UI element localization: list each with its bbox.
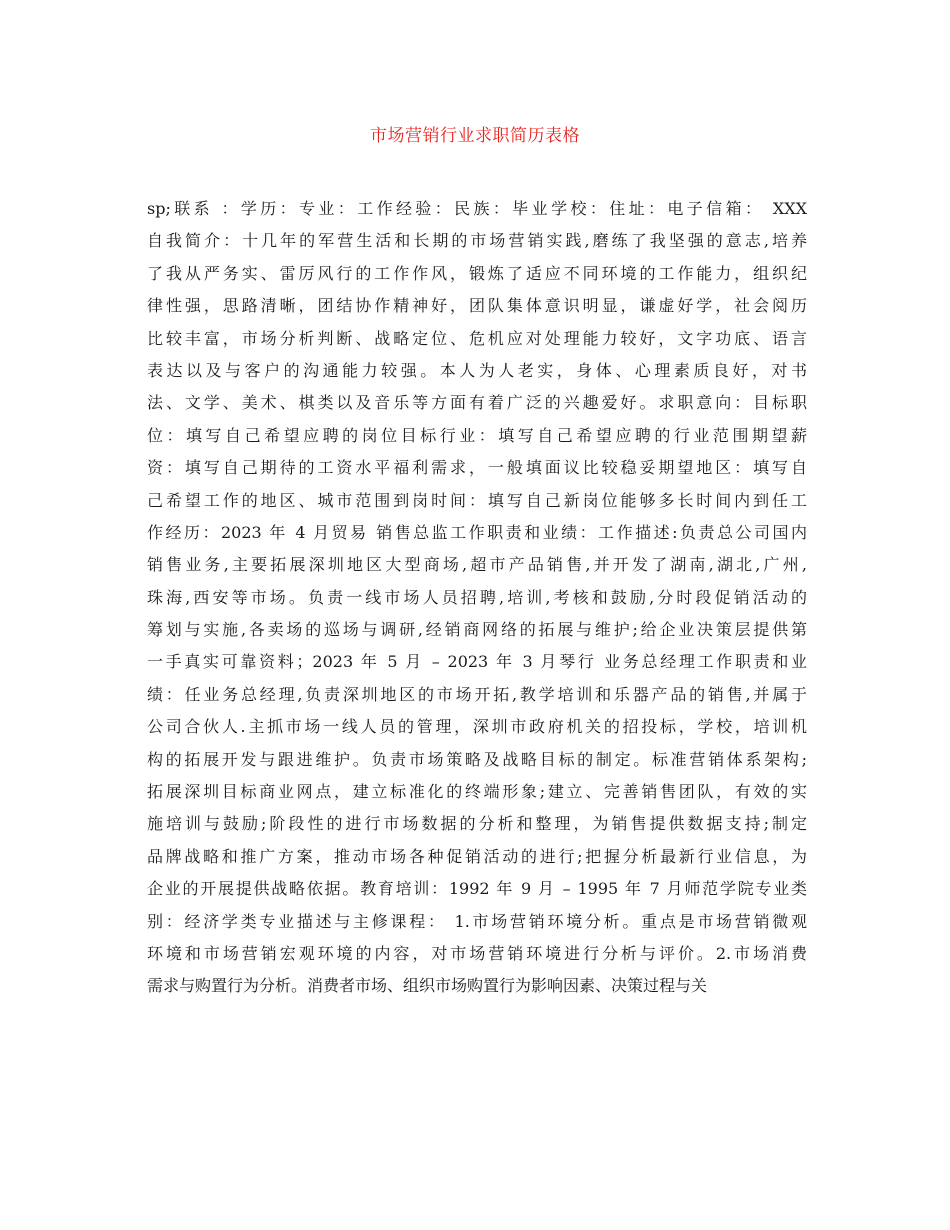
body-line: 品牌战略和推广方案，推动市场各种促销活动的进行;把握分析最新行业信息，为 <box>147 846 807 866</box>
body-line: 绩：任业务总经理,负责深圳地区的市场开拓,教学培训和乐器产品的销售,并属于 <box>147 684 807 704</box>
body-line: sp;联系 ：学历：专业：工作经验：民族：毕业学校：住址：电子信箱： XXX <box>147 199 807 218</box>
body-line: 己希望工作的地区、城市范围到岗时间：填写自己新岗位能够多长时间内到任工 <box>147 490 807 510</box>
body-line: 需求与购置行为分析。消费者市场、组织市场购置行为影响因素、决策过程与关 <box>147 976 708 996</box>
body-line: 施培训与鼓励;阶段性的进行市场数据的分析和整理，为销售提供数据支持;制定 <box>147 814 807 834</box>
body-line: 珠海,西安等市场。负责一线市场人员招聘,培训,考核和鼓励,分时段促销活动的 <box>147 587 807 607</box>
body-line: 公司合伙人.主抓市场一线人员的管理，深圳市政府机关的招投标，学校，培训机 <box>147 717 807 737</box>
body-line: 一手真实可靠资料；2023 年 5 月 – 2023 年 3 月琴行 业务总经理工作职责和业 <box>147 652 807 672</box>
body-line: 自我简介：十几年的军营生活和长期的市场营销实践,磨练了我坚强的意志,培养 <box>147 231 807 251</box>
body-line: 资：填写自己期待的工资水平福利需求，一般填面议比较稳妥期望地区：填写自 <box>147 458 807 478</box>
body-line: 律性强，思路清晰，团结协作精神好，团队集体意识明显，谦虚好学，社会阅历 <box>147 296 807 316</box>
body-line: 企业的开展提供战略依据。教育培训：1992 年 9 月 – 1995 年 7 月师范学院专业类 <box>147 879 807 899</box>
body-line: 位：填写自己希望应聘的岗位目标行业：填写自己希望应聘的行业范围期望薪 <box>147 425 807 445</box>
document-title: 市场营销行业求职简历表格 <box>370 126 580 146</box>
document-body <box>147 193 807 1003</box>
body-line: 比较丰富，市场分析判断、战略定位、危机应对处理能力较好，文字功底、语言 <box>147 328 807 348</box>
body-line: 环境和市场营销宏观环境的内容，对市场营销环境进行分析与评价。2.市场消费 <box>147 943 807 963</box>
body-line: 作经历：2023 年 4 月贸易 销售总监工作职责和业绩：工作描述:负责总公司国内 <box>147 522 807 542</box>
body-line: 法、文学、美术、棋类以及音乐等方面有着广泛的兴趣爱好。求职意向：目标职 <box>147 393 807 413</box>
body-line: 表达以及与客户的沟通能力较强。本人为人老实，身体、心理素质良好，对书 <box>147 360 807 380</box>
body-line: 拓展深圳目标商业网点，建立标准化的终端形象;建立、完善销售团队，有效的实 <box>147 782 807 802</box>
body-line: 筹划与实施,各卖场的巡场与调研,经销商网络的拓展与维护;给企业决策层提供第 <box>147 620 807 640</box>
body-line: 了我从严务实、雷厉风行的工作作风，锻炼了适应不同环境的工作能力，组织纪 <box>147 263 807 283</box>
body-line: 销售业务,主要拓展深圳地区大型商场,超市产品销售,并开发了湖南,湖北,广州, <box>147 555 807 575</box>
body-line: 别：经济学类专业描述与主修课程： 1.市场营销环境分析。重点是市场营销微观 <box>147 911 807 931</box>
body-line: 构的拓展开发与跟进维护。负责市场策略及战略目标的制定。标准营销体系架构; <box>147 749 807 769</box>
